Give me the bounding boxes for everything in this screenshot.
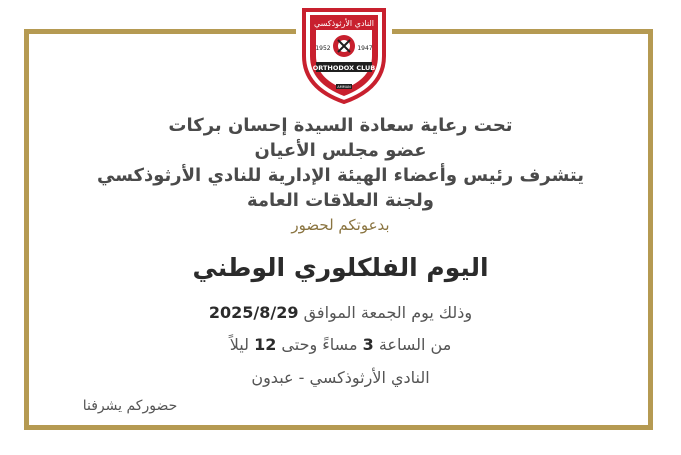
time-mid: مساءً وحتى (276, 335, 363, 354)
patronage-line-1: تحت رعاية سعادة السيدة إحسان بركات (168, 115, 513, 136)
logo-year-left: 1952 (315, 45, 331, 52)
club-logo (296, 6, 392, 104)
patronage-line-2: عضو مجلس الأعيان (254, 140, 427, 161)
logo-city: AMMAN (337, 85, 351, 89)
time-from-prefix: من الساعة (373, 335, 452, 354)
logo-year-right: 1947 (357, 45, 373, 52)
invitation-text: بدعوتكم لحضور (291, 216, 390, 234)
time-from: 3 (362, 335, 374, 354)
time-to: 12 (254, 335, 277, 354)
event-time-line (0, 335, 681, 354)
event-date: 2025/8/29 (208, 303, 299, 322)
event-date-line (0, 303, 681, 322)
patronage-line-3: يتشرف رئيس وأعضاء الهيئة الإدارية للنادي الأرثوذكسي (97, 165, 584, 186)
closing-text: حضوركم يشرفنا (82, 398, 178, 414)
date-prefix: وذلك يوم الجمعة الموافق (298, 303, 473, 322)
logo-club-name: ORTHODOX CLUB (312, 64, 376, 72)
event-title: اليوم الفلكلوري الوطني (192, 253, 489, 282)
logo-top-text: النادي الأرثوذكسي (313, 19, 375, 28)
event-venue: النادي الأرثوذكسي - عبدون (251, 368, 430, 387)
time-suffix: ليلاً (229, 335, 255, 354)
patronage-line-4: ولجنة العلاقات العامة (246, 190, 434, 211)
